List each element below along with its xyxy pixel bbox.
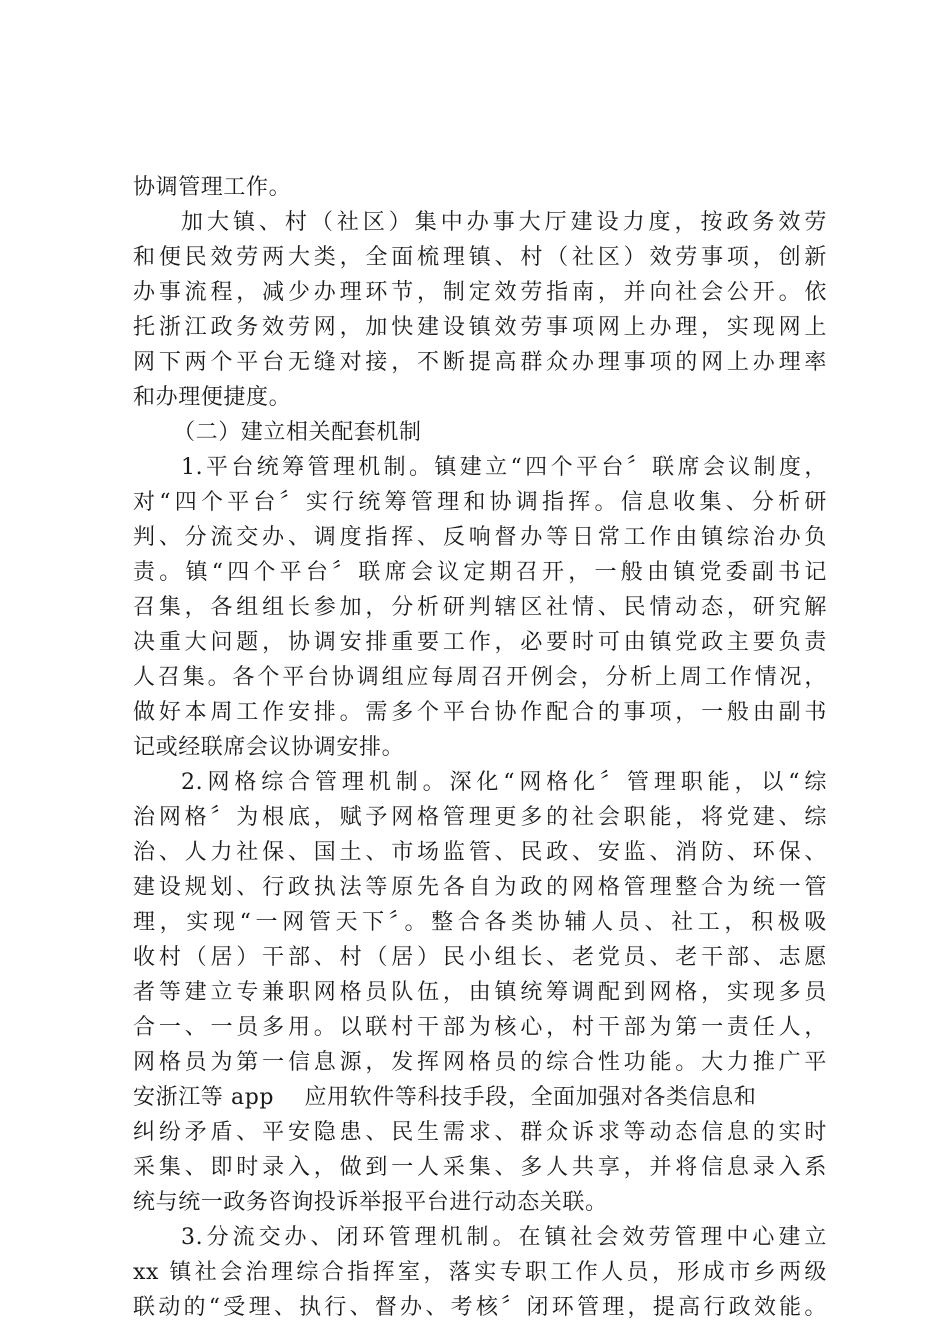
text-line: 网格员为第一信息源，发挥网格员的综合性功能。大力推广平 xyxy=(133,1050,827,1075)
text-line: 收村（居）干部、村（居）民小组长、老党员、老干部、志愿 xyxy=(133,945,827,970)
text-line: 托浙江政务效劳网，加快建设镇效劳事项网上办理，实现网上 xyxy=(133,315,827,340)
text-line: 加大镇、村（社区）集中办事大厅建设力度，按政务效劳 xyxy=(181,210,827,235)
text-line: 2.网格综合管理机制。深化“网格化〞管理职能，以“综 xyxy=(181,770,827,795)
text-line: 办事流程，减少办理环节，制定效劳指南，并向社会公开。依 xyxy=(133,280,827,305)
text-line: 联动的“受理、执行、督办、考核〞闭环管理，提高行政效能。 xyxy=(133,1295,827,1320)
text-line: 协调管理工作。 xyxy=(133,175,292,200)
text-line: 网下两个平台无缝对接，不断提高群众办理事项的网上办理率 xyxy=(133,350,827,375)
text-line: 3.分流交办、闭环管理机制。在镇社会效劳管理中心建立 xyxy=(181,1225,827,1250)
text-line: 者等建立专兼职网格员队伍，由镇统筹调配到网格，实现多员 xyxy=(133,980,827,1005)
text-line: 对“四个平台〞实行统筹管理和协调指挥。信息收集、分析研 xyxy=(133,490,827,515)
text-line: 责。镇“四个平台〞联席会议定期召开，一般由镇党委副书记 xyxy=(133,560,827,585)
document-body xyxy=(133,170,827,1325)
text-line: 治、人力社保、国土、市场监管、民政、安监、消防、环保、 xyxy=(133,840,827,865)
text-line: 和便民效劳两大类，全面梳理镇、村（社区）效劳事项，创新 xyxy=(133,245,827,270)
text-line: 和办理便捷度。 xyxy=(133,385,292,410)
text-line: 合一、一员多用。以联村干部为核心，村干部为第一责任人， xyxy=(133,1015,827,1040)
text-line: 记或经联席会议协调安排。 xyxy=(133,735,405,760)
text-line: 判、分流交办、调度指挥、反响督办等日常工作由镇综治办负 xyxy=(133,525,827,550)
text-line: 安浙江等 app 应用软件等科技手段，全面加强对各类信息和 xyxy=(133,1085,757,1110)
text-line: 1.平台统筹管理机制。镇建立“四个平台〞联席会议制度， xyxy=(181,455,827,480)
text-line: 建设规划、行政执法等原先各自为政的网格管理整合为统一管 xyxy=(133,875,827,900)
text-line: 召集，各组组长参加，分析研判辖区社情、民情动态，研究解 xyxy=(133,595,827,620)
text-line: 治网格〞为根底，赋予网格管理更多的社会职能，将党建、综 xyxy=(133,805,827,830)
text-line: 纠纷矛盾、平安隐患、民生需求、群众诉求等动态信息的实时 xyxy=(133,1120,827,1145)
text-line: 理，实现“一网管天下〞。整合各类协辅人员、社工，积极吸 xyxy=(133,910,827,935)
text-line: 决重大问题，协调安排重要工作，必要时可由镇党政主要负责 xyxy=(133,630,827,655)
section-heading: （二）建立相关配套机制 xyxy=(173,420,422,445)
text-line: 统与统一政务咨询投诉举报平台进行动态关联。 xyxy=(133,1190,608,1215)
text-line: 采集、即时录入，做到一人采集、多人共享，并将信息录入系 xyxy=(133,1155,827,1180)
text-line: 做好本周工作安排。需多个平台协作配合的事项，一般由副书 xyxy=(133,700,827,725)
text-line: xx 镇社会治理综合指挥室，落实专职工作人员，形成市乡两级 xyxy=(133,1260,827,1285)
text-line: 人召集。各个平台协调组应每周召开例会，分析上周工作情况， xyxy=(133,665,827,690)
